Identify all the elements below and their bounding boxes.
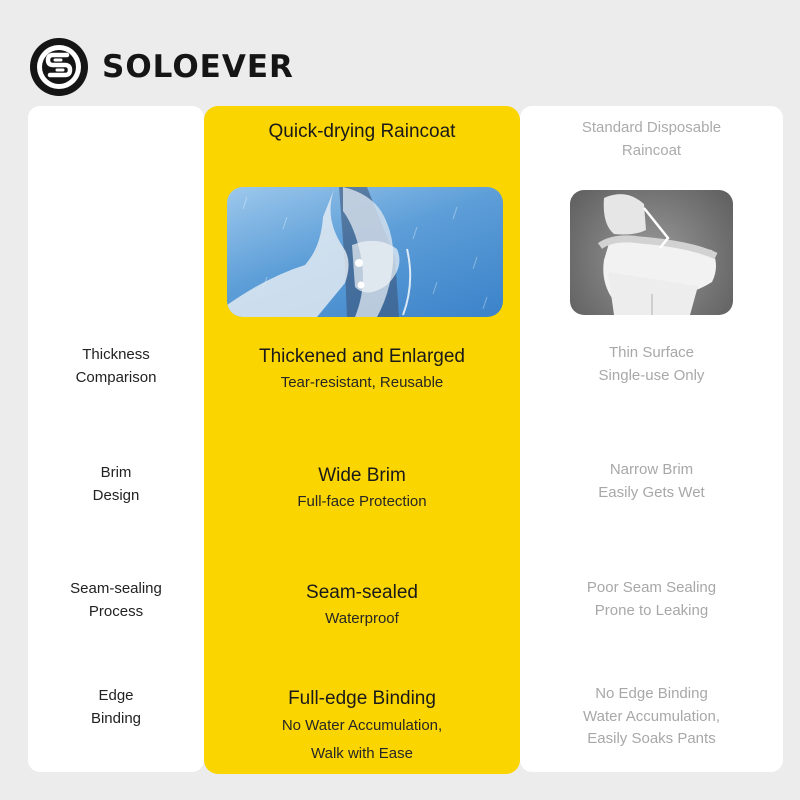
standard-feature-line: No Edge Binding	[595, 685, 708, 702]
row-standard-edge	[520, 683, 783, 751]
feature-labels-column	[28, 106, 204, 772]
raincoat-image	[227, 187, 503, 317]
main-feature-heading: Full-edge Binding	[288, 688, 436, 709]
row-label-line: Process	[88, 603, 144, 620]
quick-drying-raincoat-photo	[227, 187, 503, 317]
row-label-thickness	[28, 343, 204, 389]
main-feature-heading: Thickened and Enlarged	[259, 346, 465, 367]
row-standard-thickness	[520, 342, 783, 387]
main-feature-heading: Seam-sealed	[306, 582, 418, 603]
row-label-line: Seam-sealing	[70, 580, 162, 597]
standard-feature-line: Narrow Brim	[609, 461, 694, 478]
row-label-line: Brim	[100, 464, 132, 481]
row-standard-seam	[520, 577, 783, 622]
row-label-line: Design	[92, 487, 140, 504]
standard-feature-line: Poor Seam Sealing	[586, 579, 717, 596]
row-label-line: Binding	[90, 710, 142, 727]
row-label-seam	[28, 577, 204, 623]
disposable-raincoat-photo	[570, 190, 733, 315]
brand-name: SOLOEVER	[102, 49, 294, 85]
standard-title-line: Standard Disposable	[581, 119, 722, 136]
row-label-line: Thickness	[82, 346, 150, 363]
standard-raincoat-column	[520, 106, 783, 772]
row-label-line: Edge	[98, 687, 134, 704]
main-feature-subtext: Full-face Protection	[297, 493, 427, 510]
main-feature-subtext: Tear-resistant, Reusable	[280, 374, 444, 391]
main-feature-subtext: Walk with Ease	[311, 745, 413, 762]
standard-column-title	[520, 117, 783, 162]
row-label-line: Comparison	[75, 369, 157, 386]
standard-feature-line: Prone to Leaking	[594, 601, 709, 619]
soloever-logo-icon	[28, 36, 90, 98]
row-main-thickness	[204, 343, 520, 395]
row-standard-brim	[520, 459, 783, 504]
disposable-raincoat-image	[570, 190, 733, 315]
main-column-title: Quick-drying Raincoat	[268, 121, 456, 142]
standard-feature-line: Thin Surface	[608, 344, 695, 361]
main-feature-heading: Wide Brim	[318, 465, 406, 486]
standard-feature-line: Single-use Only	[598, 366, 705, 384]
standard-feature-line: Water Accumulation,	[583, 707, 720, 725]
standard-feature-line: Easily Gets Wet	[598, 483, 705, 501]
row-main-brim	[204, 462, 520, 514]
row-main-edge	[204, 685, 520, 768]
brand-logo	[28, 36, 294, 98]
row-main-seam	[204, 579, 520, 631]
row-label-brim	[28, 461, 204, 507]
standard-feature-line: Easily Soaks Pants	[587, 730, 716, 747]
quick-drying-raincoat-column	[204, 106, 520, 774]
main-feature-subtext: Waterproof	[325, 610, 399, 627]
row-label-edge	[28, 684, 204, 730]
main-feature-subtext: No Water Accumulation,	[281, 717, 443, 734]
standard-title-line: Raincoat	[621, 141, 682, 159]
